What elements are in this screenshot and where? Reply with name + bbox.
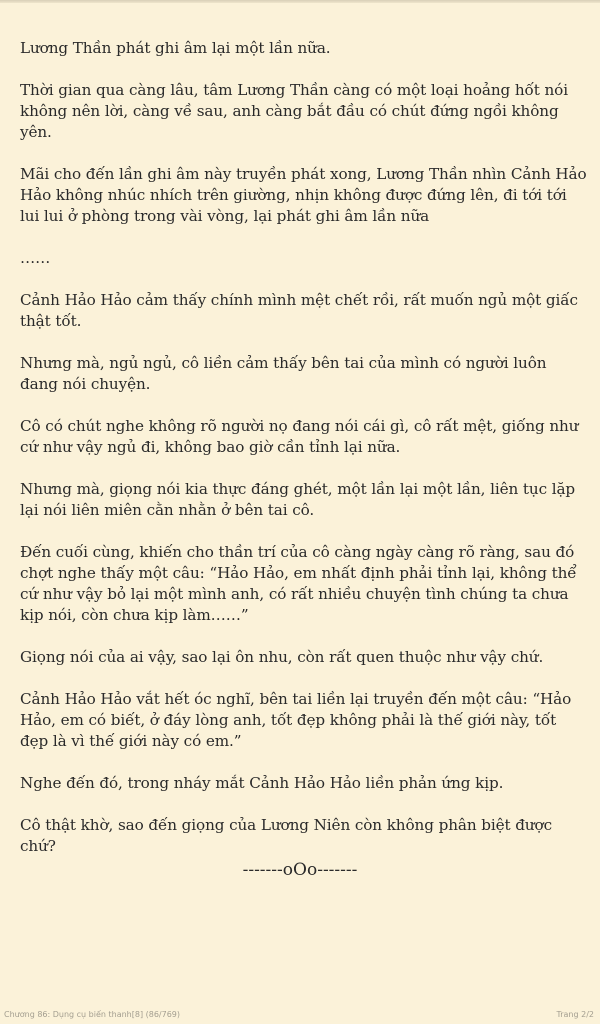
paragraph: Cảnh Hảo Hảo cảm thấy chính mình mệt chết rồi, rất muốn ngủ một giấc thật tốt.	[20, 291, 578, 330]
paragraph: Nhưng mà, giọng nói kia thực đáng ghét, một lần lại một lần, liên tục lặp lại nói liên miên cằn nhằn ở bên tai cô.	[20, 480, 576, 519]
paragraph: Thời gian qua càng lâu, tâm Lương Thần càng có một loại hoảng hốt nói không nên lời, càng về sau, anh càng bắt đầu có chút đứng ngồi không yên.	[20, 81, 568, 141]
paragraph: Nghe đến đó, trong nháy mắt Cảnh Hảo Hảo liền phản ứng kịp.	[20, 774, 504, 792]
paragraph: Giọng nói của ai vậy, sao lại ôn nhu, còn rất quen thuộc như vậy chứ.	[20, 648, 544, 666]
chapter-text	[20, 38, 588, 878]
chapter-indicator: Chương 86: Dụng cụ biến thanh[8] (86/769)	[4, 1010, 181, 1019]
paragraph: Cô thật khờ, sao đến giọng của Lương Niên còn không phân biệt được chứ?	[20, 816, 552, 855]
paragraph: Cảnh Hảo Hảo vắt hết óc nghĩ, bên tai liền lại truyền đến một câu: “Hảo Hảo, em có biết, ở đáy lòng anh, tốt đẹp không phải là thế giới này, tốt đẹp là vì thế giới này có em.”	[20, 690, 572, 750]
top-edge	[0, 0, 600, 3]
paragraph: Đến cuối cùng, khiến cho thần trí của cô càng ngày càng rõ ràng, sau đó chợt nghe thấy một câu: “Hảo Hảo, em nhất định phải tỉnh lại, không thể cứ như vậy bỏ lại một mình anh, có rất nhiều chuyện tình chúng ta chưa kịp nói, còn chưa kịp làm……”	[20, 543, 577, 624]
paragraph: Mãi cho đến lần ghi âm này truyền phát xong, Lương Thần nhìn Cảnh Hảo Hảo không nhúc nhích trên giường, nhịn không được đứng lên, đi tới tới lui lui ở phòng trong vài vòng, lại phát ghi âm lần nữa	[20, 165, 587, 225]
paragraph: Lương Thần phát ghi âm lại một lần nữa.	[20, 39, 331, 57]
paragraph: Cô có chút nghe không rõ người nọ đang nói cái gì, cô rất mệt, giống như cứ như vậy ngủ đi, không bao giờ cần tỉnh lại nữa.	[20, 417, 579, 456]
paragraph: Nhưng mà, ngủ ngủ, cô liền cảm thấy bên tai của mình có người luôn đang nói chuyện.	[20, 354, 547, 393]
paragraph-ellipsis: ……	[20, 249, 51, 267]
page-indicator: Trang 2/2	[556, 1010, 594, 1019]
section-divider: -------oOo-------	[242, 860, 358, 880]
